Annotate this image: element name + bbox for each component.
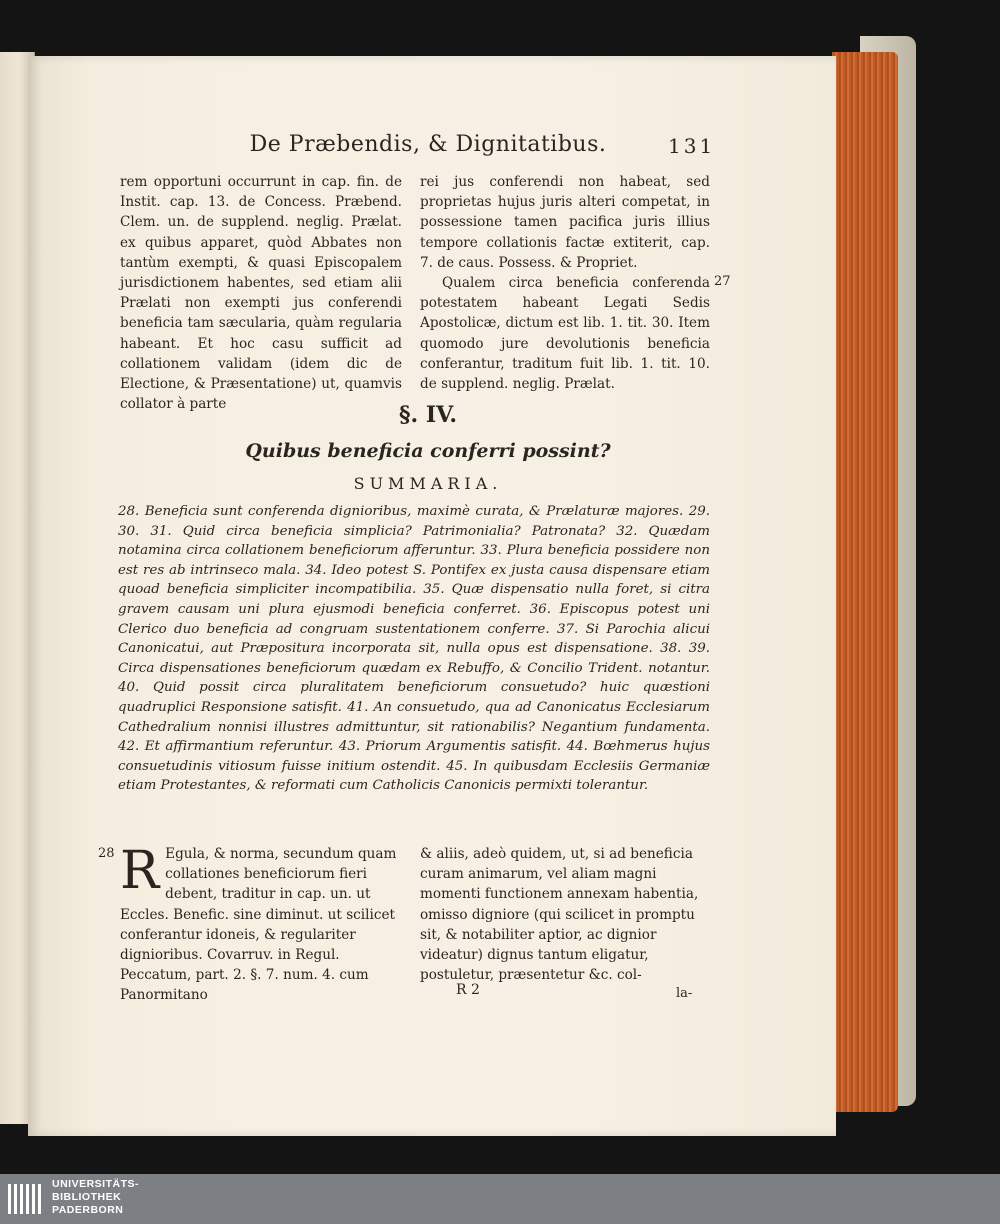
body-column-left — [120, 841, 408, 1006]
library-footer-bar — [0, 1174, 1000, 1224]
upper-right-paragraph-1: rei jus conferendi non habeat, sed proprietas hujus juris alteri competat, in possessione tamen pacifica juris illius tempore collationis factæ extiterit, cap. 7. de caus. Possess. & Propriet. — [420, 174, 710, 271]
upper-right-paragraph-2: Qualem circa beneficia conferenda potestatem habeant Legati Sedis Apostolicæ, dictum est lib. 1. tit. 30. Item quomodo jure devolutionis beneficia conferantur, traditum fuit lib. 1. tit. 10. de supplend. neglig. Prælat. — [420, 275, 710, 393]
section-number: §. IV. — [399, 402, 457, 428]
library-name-line-3: PADERBORN — [52, 1204, 124, 1216]
summaria-text: 28. Beneficia sunt conferenda dignioribus, maximè curata, & Prælaturæ majores. 29. 30. 31. Quid circa beneficia simplicia? Patrimonialia? Patronata? 32. Quædam notamina circa collationem beneficiorum afferuntur. 33. Plura beneficia possidere non est res ab intrinseco mala. 34. Ideo potest S. Pontifex ex justa causa dispensare etiam quoad beneficia simpliciter incompatibilia. 35. Quæ dispensatio nulla foret, si citra gravem causam uni plura ejusmodi beneficia conferret. 36. Episcopus potest uni Clerico duo beneficia ad congruam sustentationem conferre. 37. Si Parochia alicui Canonicatui, aut Præpositura incorporata sit, nulla opus est dispensatione. 38. 39. Circa dispensationes beneficiorum quædam ex Rebuffo, & Concilio Trident. notantur. 40. Quid possit circa pluralitatem beneficiorum consuetudo? huic quæstioni quadruplici Responsione satisfit. 41. An consuetudo, qua ad Canonicatus Ecclesiarum Cathedralium nonnisi illustres admittuntur, sit rationabilis? Negantium fundamenta. 42. Et affirmantium referuntur. 43. Priorum Argumentis satisfit. 44. Bœhmerus hujus consuetudinis vitiosum fuisse initium ostendit. 45. In quibusdam Ecclesiis Germaniæ etiam Protestantes, & reformati cum Catholicis Canonicis permixti tolerantur. — [118, 504, 710, 794]
signature-mark: R 2 — [456, 982, 480, 998]
drop-capital: R — [120, 841, 160, 901]
body-right-text: & aliis, adeò quidem, ut, si ad beneficia curam animarum, vel aliam magni momenti functionem annexam habentia, omisso digniore (qui scilicet in promptu sit, & notabiliter aptior, ac dignior videatur) dignus tantum eligatur, postuletur, præsentetur &c. col- — [420, 846, 699, 984]
library-name — [52, 1178, 139, 1217]
book-page — [28, 56, 836, 1136]
library-name-line-1: UNIVERSITÄTS- — [52, 1178, 140, 1190]
margin-number-27: 27 — [714, 274, 731, 289]
library-name-line-2: BIBLIOTHEK — [52, 1191, 122, 1203]
upper-column-right — [420, 172, 710, 394]
catchword: la- — [676, 986, 693, 1001]
section-question: Quibus beneficia conferri possint? — [245, 440, 611, 462]
margin-number-28: 28 — [98, 846, 115, 861]
library-logo-icon — [6, 1180, 46, 1218]
body-left-text: Egula, & norma, secundum quam collationes beneficiorum fieri debent, traditur in cap. un. ut Eccles. Benefic. sine diminut. ut scilicet conferantur idoneis, & regulariter dignioribus. Covarruv. in Regul. Peccatum, part. 2. §. 7. num. 4. cum Panormitano — [120, 846, 397, 1004]
upper-column-left — [120, 172, 402, 414]
summaria-heading: SUMMARIA. — [353, 474, 503, 493]
body-column-right — [420, 844, 710, 985]
page-fore-edge — [832, 52, 898, 1112]
upper-left-paragraph: rem opportuni occurrunt in cap. fin. de Instit. cap. 13. de Concess. Præbend. Clem. un. de supplend. neglig. Prælat. ex quibus apparet, quòd Abbates non tantùm exempti, & quasi Episcopalem jurisdictionem habentes, sed etiam alii Prælati non exempti jus conferendi beneficia tam sæcularia, quàm regularia habeant. Et hoc casu sufficit ad collationem validam (idem dic de Electione, & Præsentatione) ut, quamvis collator à parte — [120, 174, 402, 413]
page-number: 131 — [668, 134, 716, 158]
running-title: De Præbendis, & Dignitatibus. — [249, 132, 607, 157]
